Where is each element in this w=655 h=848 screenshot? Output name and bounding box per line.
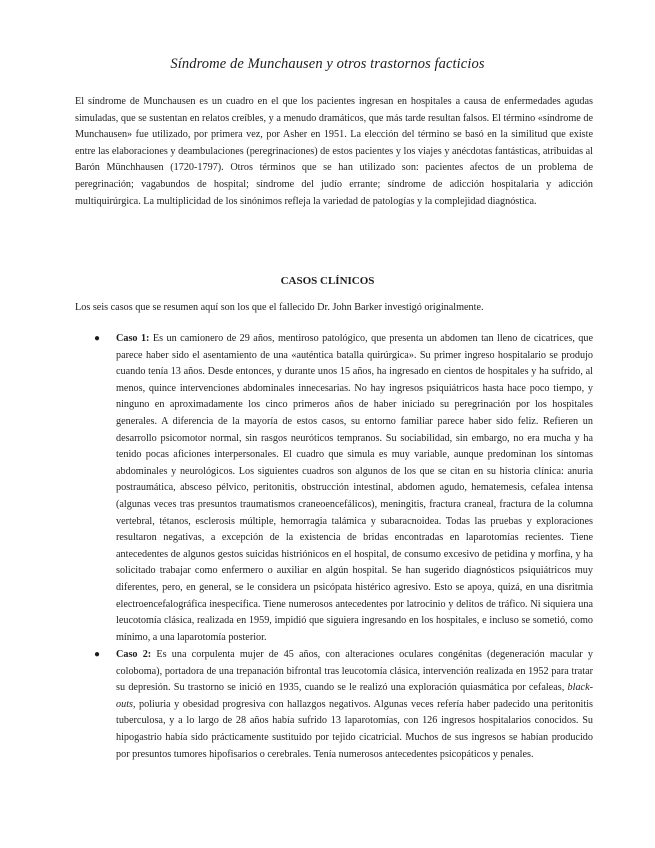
case-1-text: [116, 331, 593, 646]
document-title: Síndrome de Munchausen y otros trastornos facticios: [170, 56, 485, 72]
case-2-body-start: Es una corpulenta mujer de 45 años, con alteraciones oculares congénitas (degeneración macular y coloboma), portadora de una trepanación bifrontal tras leucotomía clásica, intervención realizada en 1952 para tratar su depresión. Su trastorno se inició en 1935, cuando se le realizó una exploración quiasmática por cefaleas,: [116, 649, 593, 694]
bullet-icon: ●: [94, 649, 101, 660]
case-1-label: Caso 1:: [116, 333, 150, 344]
intro-paragraph: El síndrome de Munchausen es un cuadro en el que los pacientes ingresan en hospitales a causa de enfermedades agudas simuladas, que se sustentan en relatos creíbles, y a menudo dramáticos, que más tarde resultan falsos. El término «síndrome de Munchausen» fue utilizado, por primera vez, por Asher en 1951. La elección del término se basó en la similitud que existe entre las elaboraciones y deambulaciones (peregrinaciones) de estos pacientes y los viajes y anécdotas fantásticas, atribuidas al Barón Münchhausen (1720-1797). Otros términos que se han utilizado son: pacientes afectos de un problema de peregrinación; vagabundos de hospital; síndrome del judío errante; síndrome de adicción hospitalaria y adicción multiquirúrgica. La multiplicidad de los sinónimos refleja la variedad de patologías y la complejidad diagnóstica.: [75, 96, 593, 207]
case-2-text: [116, 647, 593, 763]
case-2-label: Caso 2:: [116, 649, 152, 660]
section-intro: Los seis casos que se resumen aquí son los que el fallecido Dr. John Barker investigó originalmente.: [75, 302, 484, 313]
case-2-body-end: poliuria y obesidad progresiva con hallazgos negativos. Algunas veces refería haber padecido una peritonitis tuberculosa, y a lo largo de 28 años había sufrido 13 laparotomías, con 126 ingresos hospitalarios conocidos. Su hipogastrio había sido prácticamente sustituido por tejido cicatricial. Muchos de sus ingresos se habían producido por presuntos tumores hipofisarios o cerebrales. Tenía numerosos antecedentes psicopáticos y penales.: [116, 698, 593, 760]
bullet-icon: ●: [94, 333, 101, 344]
case-2-italic-term: black-outs,: [116, 682, 593, 710]
section-heading: CASOS CLÍNICOS: [280, 275, 375, 287]
case-1-body: Es un camionero de 29 años, mentiroso patológico, que presenta un abdomen tan lleno de cicatrices, que parece haber sido el asentamiento de una «auténtica batalla quirúrgica». Su primer ingreso hospitalario se produjo cuando tenía 13 años. Desde entonces, y durante unos 15 años, ha ingresado en cientos de hospitales y ha sufrido, al menos, quince intervenciones abdominales innecesarias. No hay ingresos psiquiátricos hasta hace poco tiempo, y ninguno en aproximadamente los cinco primeros años de haber iniciado su peregrinación por los hospitales generales. A diferencia de la mayoría de estos casos, su entorno familiar parece haber sido feliz. Refieren un desarrollo psicomotor normal, sin rasgos neuróticos tempranos. Su sociabilidad, sin embargo, no era mucha y ha tenido pocas aficiones interpersonales. El cuadro que simula es muy variable, aunque predominan los síntomas abdominales y neurológicos. Los siguientes cuadros son algunos de los que se citan en su historia clínica: anuria postraumática, absceso pélvico, peritonitis, obstrucción intestinal, abdomen agudo, hematemesis, cefalea intensa (algunas veces tras presuntos traumatismos craneoencefálicos), meningitis, fractura craneal, fractura de la columna vertebral, tétanos, esclerosis múltiple, hemorragia talámica y subaracnoidea. Todas las pruebas y exploraciones resultaron negativas, a excepción de la existencia de bridas encontradas en laparotomías recientes. Tiene antecedentes de algunos gestos suicidas histriónicos en el hospital, de consumo excesivo de petidina y morfina, y ha solicitado trabajar como enfermero o auxiliar en algún hospital. Se han sugerido diagnósticos psiquiátricos muy diferentes, pero, en general, se le considera un psicópata histérico agresivo. Esto se apoya, quizá, en una disritmia electroencefalográfica inespecífica. Tiene numerosos antecedentes por latrocinio y delitos de tráfico. Ni siquiera una leucotomía clásica, realizada en 1959, impidió que siguiera ingresando en los hospitales, e incluso se sometió, como mínimo, a una laparotomía posterior.: [116, 333, 594, 643]
